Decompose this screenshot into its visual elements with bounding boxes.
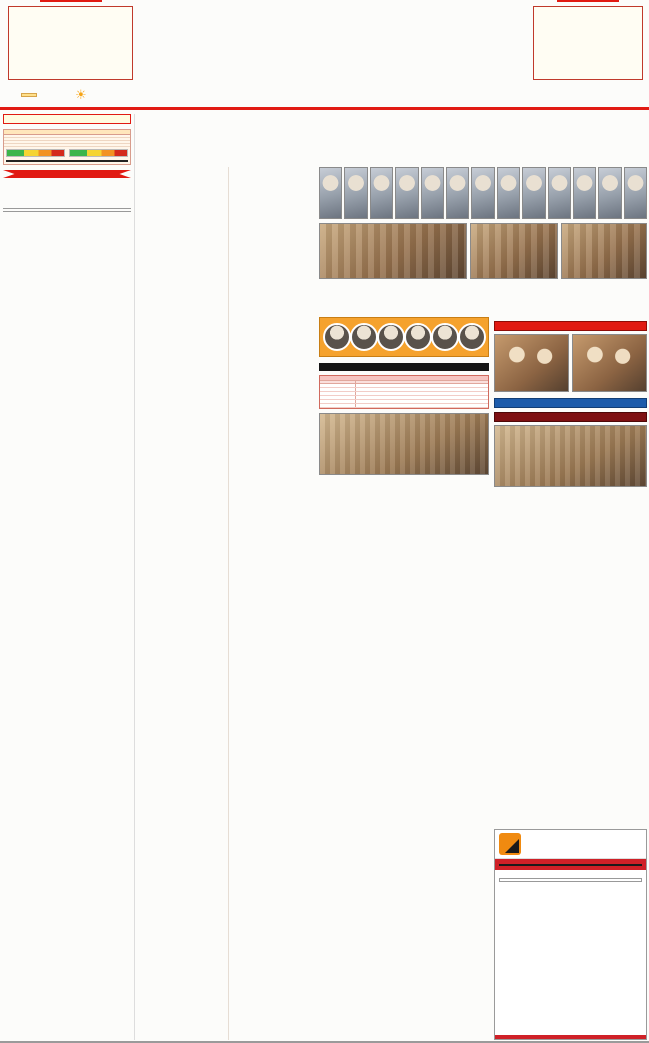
topper-item — [404, 323, 431, 353]
names-cell — [356, 392, 488, 395]
column-header-marks — [320, 381, 356, 383]
marks-cell — [320, 384, 356, 387]
sidebar-article — [3, 185, 131, 188]
marks-cell — [320, 404, 356, 407]
aqi-scale-left — [6, 149, 65, 157]
aqi-color-bar — [69, 149, 128, 157]
ad-program-block — [495, 859, 646, 870]
lpu-advertisement — [494, 829, 647, 1040]
streams-list — [499, 864, 642, 866]
topper-item — [431, 323, 458, 353]
student-headshot-photo — [598, 167, 621, 219]
district-topper-banner — [494, 321, 647, 331]
group-photo — [319, 223, 467, 279]
group-photo — [561, 223, 647, 279]
sun-icon: ☀ — [75, 87, 87, 102]
student-headshot-photo — [421, 167, 444, 219]
column-header-names — [356, 381, 488, 383]
thought-tab — [40, 0, 102, 2]
marks-cell — [320, 388, 356, 391]
student-headshot-photo — [497, 167, 520, 219]
student-headshot-photo — [624, 167, 647, 219]
column-b — [228, 167, 314, 1040]
topper-family-photos — [494, 334, 647, 392]
photos-region — [319, 167, 647, 315]
aqi-scale-right — [69, 149, 128, 157]
student-headshot-photo — [319, 167, 342, 219]
topper-portrait — [458, 323, 486, 351]
aqi-scales — [4, 147, 130, 159]
weather-aqi-box — [3, 129, 131, 165]
student-headshot-photo — [344, 167, 367, 219]
topper-portrait — [377, 323, 405, 351]
aqi-color-bar — [6, 149, 65, 157]
column-a — [138, 167, 223, 1040]
names-cell — [356, 388, 488, 391]
student-headshot-photo — [573, 167, 596, 219]
news-brief-ribbon — [3, 170, 131, 178]
ad-header — [495, 830, 646, 856]
topper-item — [377, 323, 404, 353]
topper-item — [458, 323, 485, 353]
student-photo-strip — [319, 167, 647, 219]
names-cell — [356, 404, 488, 407]
topper-portrait — [323, 323, 351, 351]
ad-contact-line — [499, 878, 642, 882]
masthead-title — [138, 0, 530, 80]
header-divider — [0, 107, 649, 110]
simran-banner — [494, 412, 647, 422]
sms-quote-box — [533, 6, 643, 80]
topper-portrait — [350, 323, 378, 351]
student-headshot-photo — [548, 167, 571, 219]
main-headline — [138, 111, 647, 163]
ad-details — [495, 870, 646, 876]
sidebar-article — [3, 221, 131, 224]
names-cell — [356, 400, 488, 403]
second-topper-banner — [494, 398, 647, 408]
toppers-circle-strip — [319, 317, 489, 357]
table-row — [320, 404, 488, 408]
left-sidebar — [3, 114, 135, 1040]
results-table — [319, 375, 489, 409]
ad-footer — [495, 1035, 646, 1039]
group-photo-row — [319, 223, 647, 279]
aqi-band-label — [6, 160, 128, 162]
thought-of-day-box — [8, 6, 133, 80]
names-cell — [356, 384, 488, 387]
marks-cell — [320, 400, 356, 403]
center-group-photo — [319, 413, 489, 475]
marks-cell — [320, 396, 356, 399]
sms-tab — [557, 0, 619, 2]
readers-notice-box — [3, 114, 131, 124]
article-kicker — [3, 208, 131, 212]
student-headshot-photo — [370, 167, 393, 219]
center-headline-banner — [319, 363, 489, 371]
temperature-label — [21, 93, 37, 97]
sidebar-article — [3, 205, 131, 214]
topper-item — [323, 323, 350, 353]
family-photo — [572, 334, 647, 392]
group-photo — [470, 223, 559, 279]
column-center — [319, 317, 489, 1040]
student-headshot-photo — [446, 167, 469, 219]
right-group-photo — [494, 425, 647, 487]
lpu-logo-icon — [499, 833, 521, 855]
main-content-grid — [138, 167, 647, 1040]
student-headshot-photo — [522, 167, 545, 219]
sidebar-article — [3, 195, 131, 198]
student-headshot-photo — [395, 167, 418, 219]
marks-cell — [320, 392, 356, 395]
names-cell — [356, 396, 488, 399]
family-photo — [494, 334, 569, 392]
student-headshot-photo — [471, 167, 494, 219]
topper-portrait — [431, 323, 459, 351]
topper-item — [350, 323, 377, 353]
topper-portrait — [404, 323, 432, 351]
advertisement-region — [494, 829, 647, 1040]
column-right — [494, 317, 647, 825]
dateline — [8, 85, 643, 105]
